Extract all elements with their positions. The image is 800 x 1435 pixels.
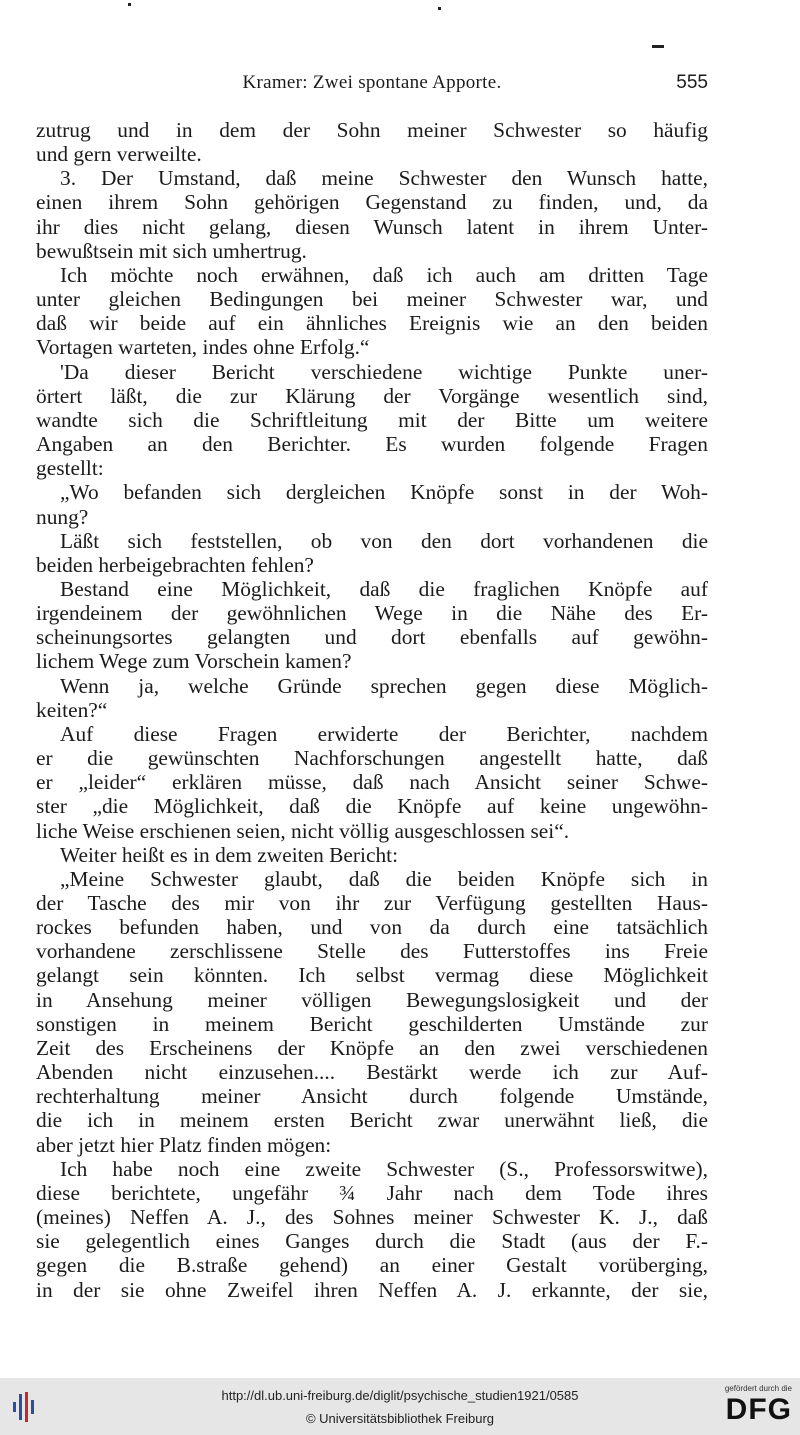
text-line: gegen die B.straße gehend) an einer Gestalt vorüberging,: [36, 1253, 708, 1278]
text-line: Ich möchte noch erwähnen, daß ich auch am dritten Tage: [60, 262, 708, 287]
page-number: 555: [676, 72, 708, 93]
text-line: rockes befunden haben, und von da durch eine tatsächlich: [36, 915, 708, 940]
footer-copyright: © Universitätsbibliothek Freiburg: [305, 1411, 495, 1426]
text-line: keiten?“: [36, 697, 108, 722]
scan-speck: [438, 7, 441, 10]
dfg-logo: [706, 1384, 792, 1432]
text-line: gestellt:: [36, 456, 104, 481]
text-line: Angaben an den Berichter. Es wurden folgende Fragen: [36, 432, 708, 457]
text-line: vorhandene zerschlissene Stelle des Futterstoffes ins Freie: [36, 939, 708, 964]
text-line: Läßt sich feststellen, ob von den dort vorhandenen die: [60, 528, 708, 553]
text-line: beiden herbeigebrachten fehlen?: [36, 552, 314, 577]
text-line: scheinungsortes gelangten und dort ebenfalls auf gewöhn-: [36, 625, 708, 650]
footer-url-link[interactable]: http://dl.ub.uni-freiburg.de/diglit/psychische_studien1921/0585: [221, 1388, 579, 1403]
text-line: der Tasche des mir von ihr zur Verfügung gestellten Haus-: [36, 891, 708, 915]
text-line: zutrug und in dem der Sohn meiner Schwester so häufig: [36, 118, 708, 142]
text-line: aber jetzt hier Platz finden mögen:: [36, 1132, 332, 1157]
text-line: 'Da dieser Bericht verschiedene wichtige Punkte uner-: [60, 359, 708, 384]
text-line: in Ansehung meiner völligen Bewegungslosigkeit und der: [36, 987, 708, 1012]
text-line: Bestand eine Möglichkeit, daß die fraglichen Knöpfe auf: [60, 576, 708, 601]
text-line: Abenden nicht einzusehen.... Bestärkt werde ich zur Auf-: [36, 1060, 708, 1085]
text-line: 3. Der Umstand, daß meine Schwester den Wunsch hatte,: [60, 166, 708, 191]
text-line: sie gelegentlich eines Ganges durch die Stadt (aus der F.-: [36, 1229, 708, 1254]
running-head: [36, 72, 708, 100]
text-line: gelangt sein könnten. Ich selbst vermag diese Möglichkeit: [36, 963, 708, 988]
text-line: ihr dies nicht gelang, diesen Wunsch latent in ihrem Unter-: [36, 214, 708, 239]
text-line: nung?: [36, 504, 89, 529]
text-line: irgendeinem der gewöhnlichen Wege in die Nähe des Er-: [36, 601, 708, 626]
text-line: die ich in meinem ersten Bericht zwar unerwähnt ließ, die: [36, 1108, 708, 1133]
text-line: „Wo befanden sich dergleichen Knöpfe sonst in der Woh-: [60, 480, 708, 505]
text-line: ster „die Möglichkeit, daß die Knöpfe auf keine ungewöhn-: [36, 794, 708, 819]
scan-speck: [652, 45, 664, 48]
running-title: Kramer: Zwei spontane Apporte.: [242, 72, 502, 93]
body-text: [36, 118, 708, 1302]
text-line: unter gleichen Bedingungen bei meiner Schwester war, und: [36, 287, 708, 312]
text-line: Vortagen warteten, indes ohne Erfolg.“: [36, 335, 370, 360]
footer-bar: [0, 1378, 800, 1435]
text-line: diese berichtete, ungefähr ¾ Jahr nach dem Tode ihres: [36, 1180, 708, 1205]
text-line: lichem Wege zum Vorschein kamen?: [36, 649, 352, 674]
text-line: rechterhaltung meiner Ansicht durch folgende Umstände,: [36, 1084, 708, 1109]
text-line: Ich habe noch eine zweite Schwester (S., Professorswitwe),: [60, 1156, 708, 1181]
text-line: er „leider“ erklären müsse, daß nach Ansicht seiner Schwe-: [36, 770, 708, 795]
text-line: Wenn ja, welche Gründe sprechen gegen diese Möglich-: [60, 673, 708, 698]
text-line: bewußtsein mit sich umhertrug.: [36, 238, 307, 263]
text-line: in der sie ohne Zweifel ihren Neffen A. J. erkannte, der sie,: [36, 1277, 708, 1302]
text-line: „Meine Schwester glaubt, daß die beiden Knöpfe sich in: [60, 866, 708, 891]
text-line: einen ihrem Sohn gehörigen Gegenstand zu finden, und, da: [36, 190, 708, 215]
dfg-note: gefördert durch die: [724, 1384, 792, 1393]
text-line: Weiter heißt es in dem zweiten Bericht:: [60, 842, 399, 867]
text-line: und gern verweilte.: [36, 142, 202, 167]
text-line: wandte sich die Schriftleitung mit der Bitte um weitere: [36, 407, 708, 432]
text-line: (meines) Neffen A. J., des Sohnes meiner Schwester K. J., daß: [36, 1205, 708, 1230]
dfg-logo-text: DFG: [725, 1393, 792, 1426]
text-line: daß wir beide auf ein ähnliches Ereignis wie an den beiden: [36, 311, 708, 336]
text-line: Zeit des Erscheinens der Knöpfe an den zwei verschiedenen: [36, 1035, 708, 1060]
text-line: örtert läßt, die zur Klärung der Vorgänge wesentlich sind,: [36, 383, 708, 408]
scan-speck: [128, 3, 131, 6]
text-line: sonstigen in meinem Bericht geschilderten Umstände zur: [36, 1011, 708, 1036]
text-line: liche Weise erschienen seien, nicht völlig ausgeschlossen sei“.: [36, 818, 570, 843]
text-line: Auf diese Fragen erwiderte der Berichter, nachdem: [60, 721, 708, 746]
text-line: er die gewünschten Nachforschungen angestellt hatte, daß: [36, 746, 708, 771]
